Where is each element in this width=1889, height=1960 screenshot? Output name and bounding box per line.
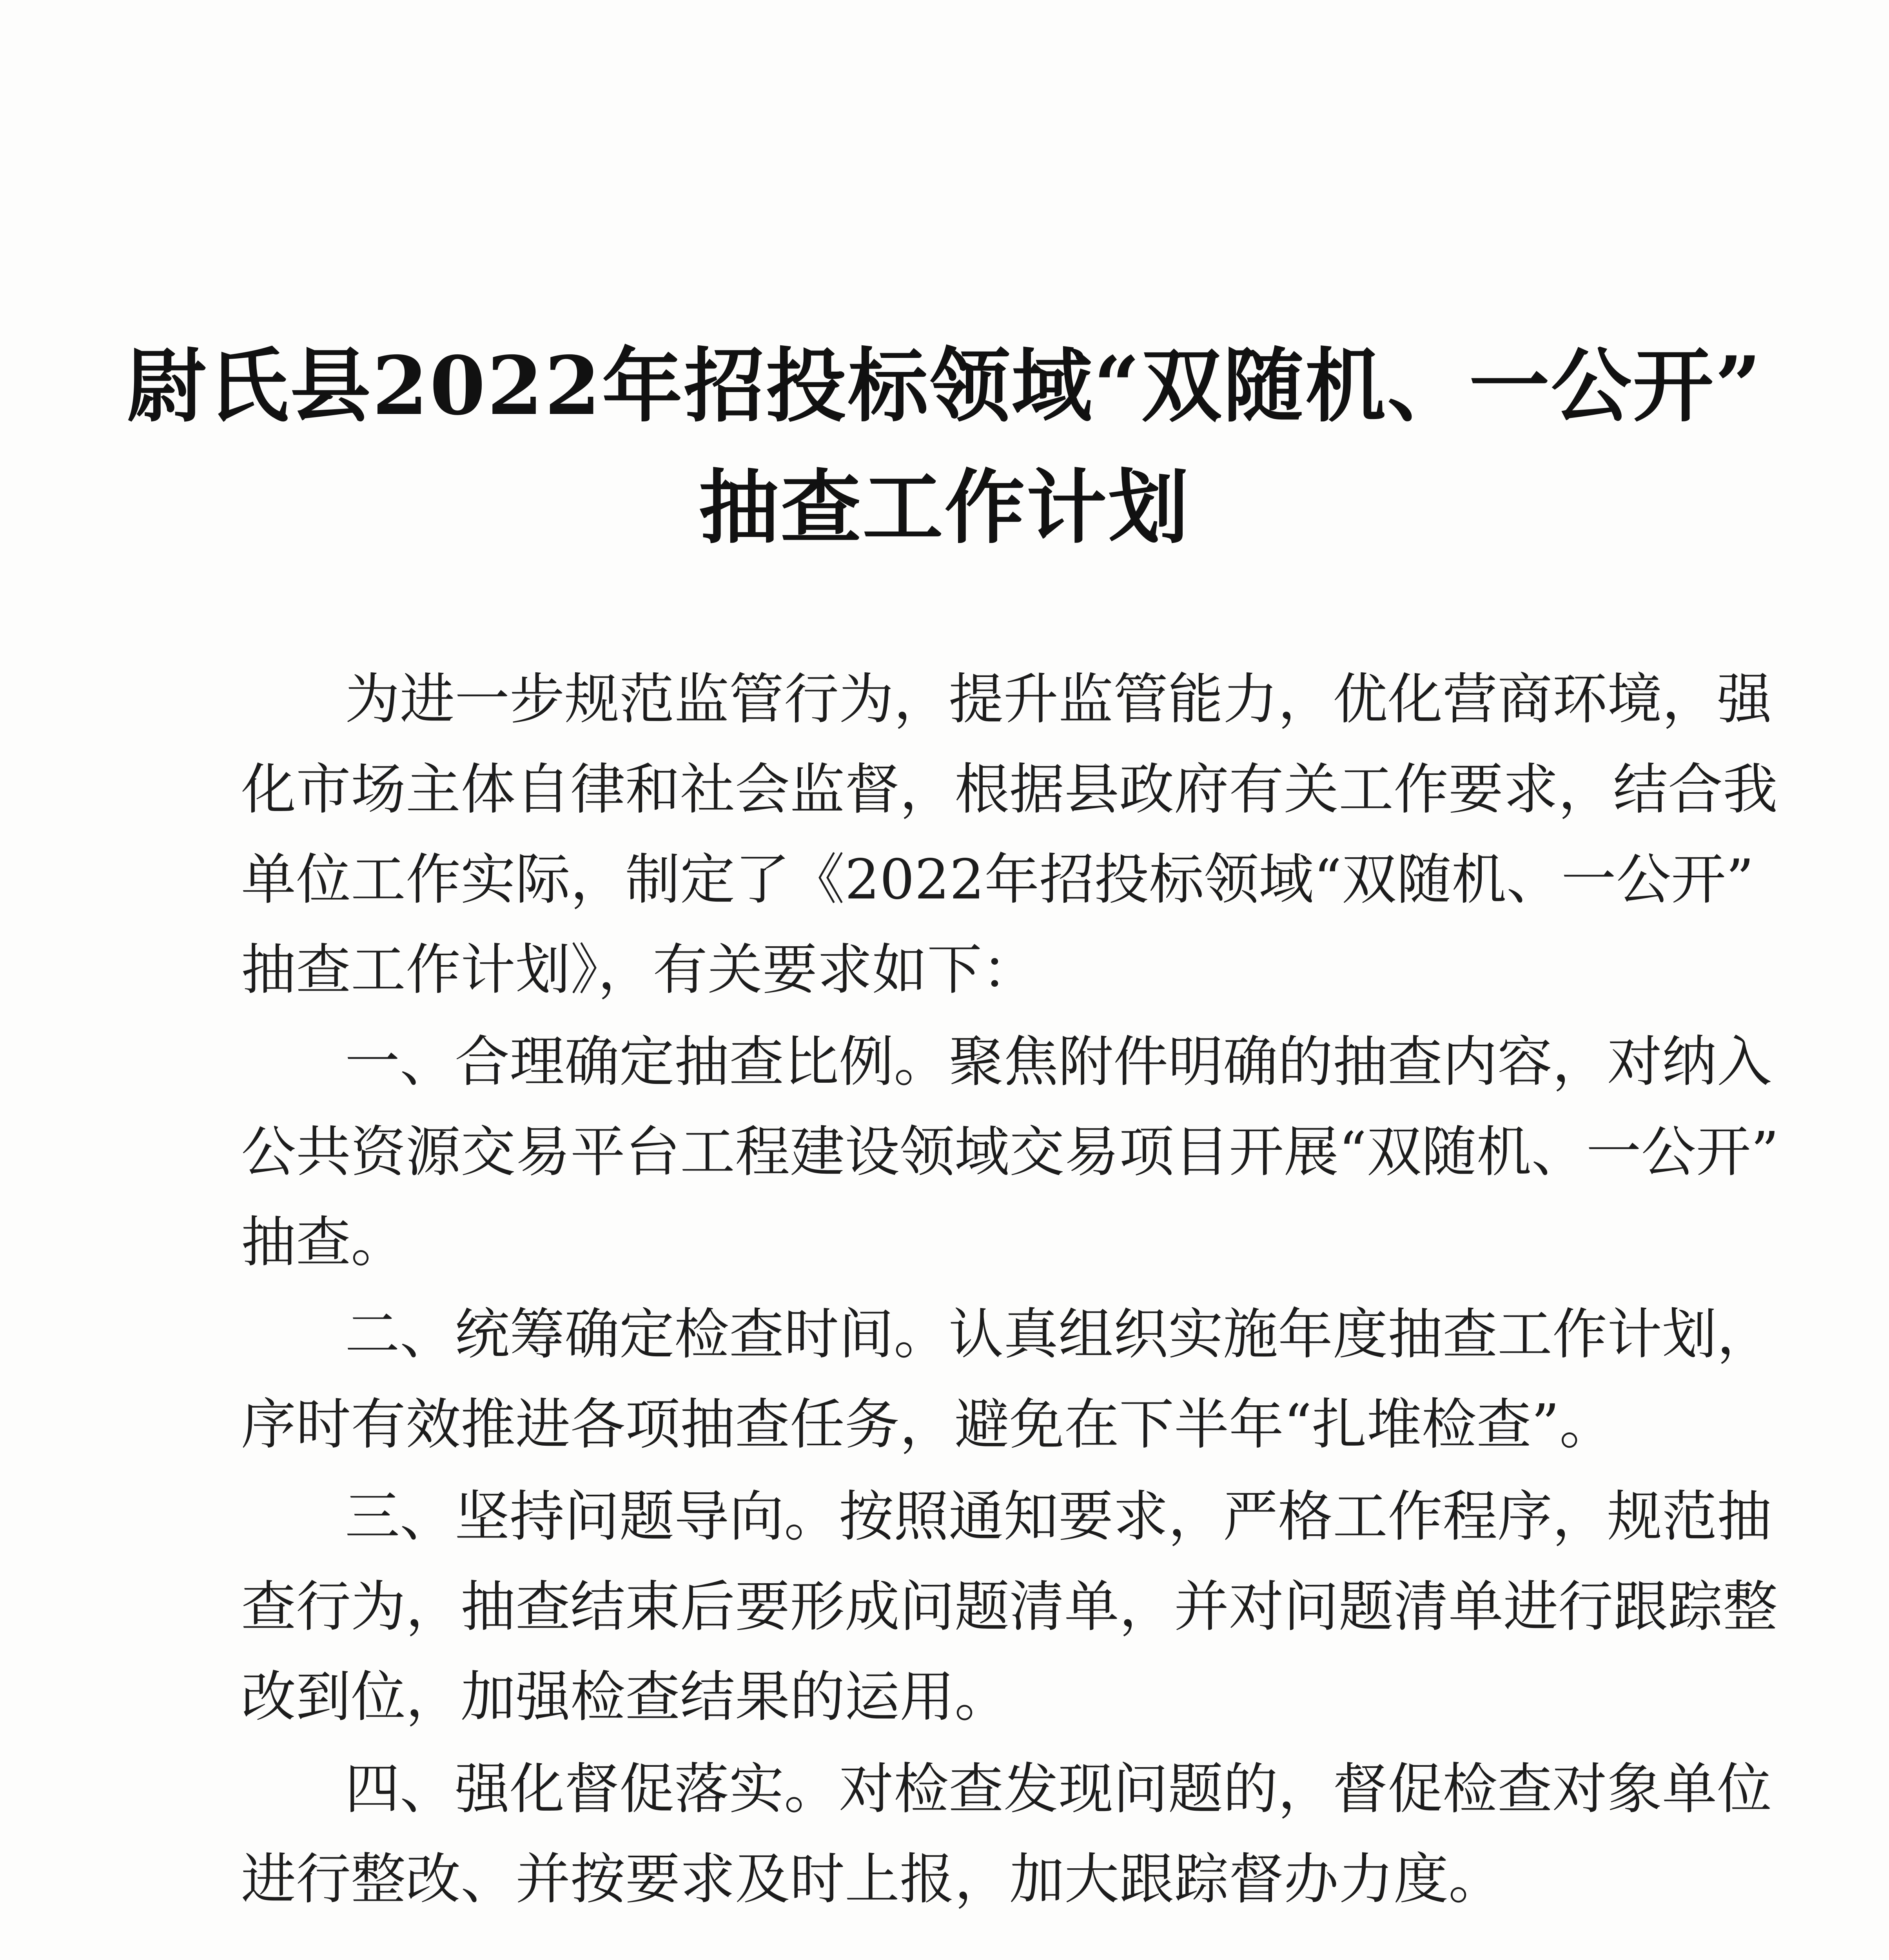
paragraph-intro-line-2: 化市场主体自律和社会监督，根据县政府有关工作要求，结合我: [241, 758, 1778, 822]
paragraph-intro-line-3: 单位工作实际，制定了《2022年招投标领域“双随机、一公开”: [241, 848, 1754, 912]
document-title-line-1: 尉氏县2022年招投标领域“双随机、一公开”: [126, 339, 1763, 433]
section-3-line-3: 改到位，加强检查结果的运用。: [241, 1665, 1010, 1729]
section-4-line-1: 四、强化督促落实。对检查发现问题的，督促检查对象单位: [345, 1757, 1772, 1821]
section-1-line-1: 一、合理确定抽查比例。聚焦附件明确的抽查内容，对纳入: [345, 1030, 1772, 1094]
section-1-line-2: 公共资源交易平台工程建设领域交易项目开展“双随机、一公开”: [241, 1120, 1779, 1184]
section-2-line-1: 二、统筹确定检查时间。认真组织实施年度抽查工作计划，: [345, 1303, 1772, 1367]
section-4-line-2: 进行整改、并按要求及时上报，加大跟踪督办力度。: [241, 1847, 1504, 1911]
section-2-line-2: 序时有效推进各项抽查任务，避免在下半年“扎堆检查”。: [241, 1393, 1615, 1457]
paragraph-intro-line-1: 为进一步规范监管行为，提升监管能力，优化营商环境，强: [345, 668, 1772, 731]
section-3-line-1: 三、坚持问题导向。按照通知要求，严格工作程序，规范抽: [345, 1485, 1772, 1549]
paragraph-intro-line-4: 抽查工作计划》，有关要求如下：: [241, 938, 1037, 1002]
section-1-line-3: 抽查。: [241, 1210, 406, 1274]
document-title-line-2: 抽查工作计划: [699, 461, 1190, 555]
section-3-line-2: 查行为，抽查结束后要形成问题清单，并对问题清单进行跟踪整: [241, 1575, 1778, 1639]
